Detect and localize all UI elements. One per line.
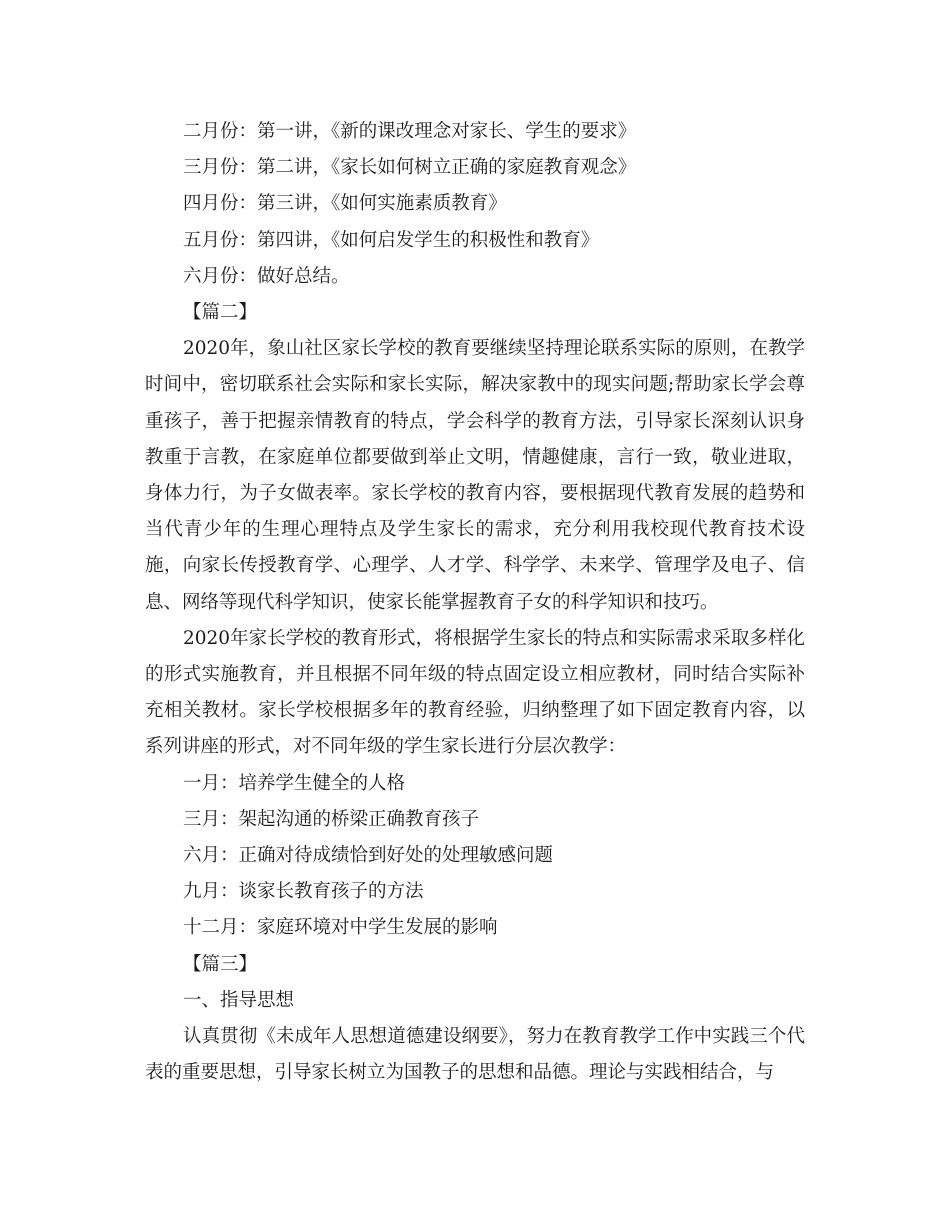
- month-topic-jun: 六月：正确对待成绩恰到好处的处理敏感问题: [183, 844, 554, 866]
- schedule-line-feb: 二月份：第一讲，《新的课改理念对家长、学生的要求》: [183, 121, 637, 142]
- month-topic-sep: 九月：谈家长教育孩子的方法: [183, 881, 424, 903]
- section-two-heading: 【篇二】: [183, 301, 258, 323]
- section-two-paragraph-2: 2020年家长学校的教育形式，将根据学生家长的特点和实际需求采取多样化的形式实施教育，并且根据不同年级的特点固定设立相应教材，同时结合实际补充相关教材。家长学校根据多年的教育经验，归纳整理了如下固定教育内容，以系列讲座的形式，对不同年级的学生家长进行分层次教学：: [145, 627, 805, 758]
- section-three-heading: 【篇三】: [183, 953, 258, 975]
- month-topic-mar: 三月：架起沟通的桥梁正确教育孩子: [183, 808, 480, 830]
- schedule-line-mar: 三月份：第二讲，《家长如何树立正确的家庭教育观念》: [183, 157, 637, 179]
- schedule-line-may: 五月份：第四讲，《如何启发学生的积极性和教育》: [183, 229, 600, 251]
- schedule-line-jun: 六月份：做好总结。: [183, 265, 350, 287]
- schedule-line-apr: 四月份：第三讲，《如何实施素质教育》: [183, 193, 507, 215]
- month-topic-jan: 一月：培养学生健全的人格: [183, 772, 406, 794]
- section-three-paragraph-1: 认真贯彻《未成年人思想道德建设纲要》，努力在教育教学工作中实践三个代表的重要思想，引导家长树立为国教子的思想和品德。理论与实践相结合，与: [145, 1025, 805, 1084]
- document-body: [145, 114, 805, 1091]
- month-topic-dec: 十二月：家庭环境对中学生发展的影响: [183, 917, 498, 939]
- section-two-paragraph-1: 2020年，象山社区家长学校的教育要继续坚持理论联系实际的原则，在教学时间中，密切联系社会实际和家长实际，解决家教中的现实问题;帮助家长学会尊重孩子，善于把握亲情教育的特点，学会科学的教育方法，引导家长深刻认识身教重于言教，在家庭单位都要做到举止文明，情趣健康，言行一致，敬业进取，身体力行，为子女做表率。家长学校的教育内容，要根据现代教育发展的趋势和当代青少年的生理心理特点及学生家长的需求，充分利用我校现代教育技术设施，向家长传授教育学、心理学、人才学、科学学、未来学、管理学及电子、信息、网络等现代科学知识，使家长能掌握教育子女的科学知识和技巧。: [145, 338, 805, 613]
- section-three-subheading: 一、指导思想: [183, 989, 295, 1011]
